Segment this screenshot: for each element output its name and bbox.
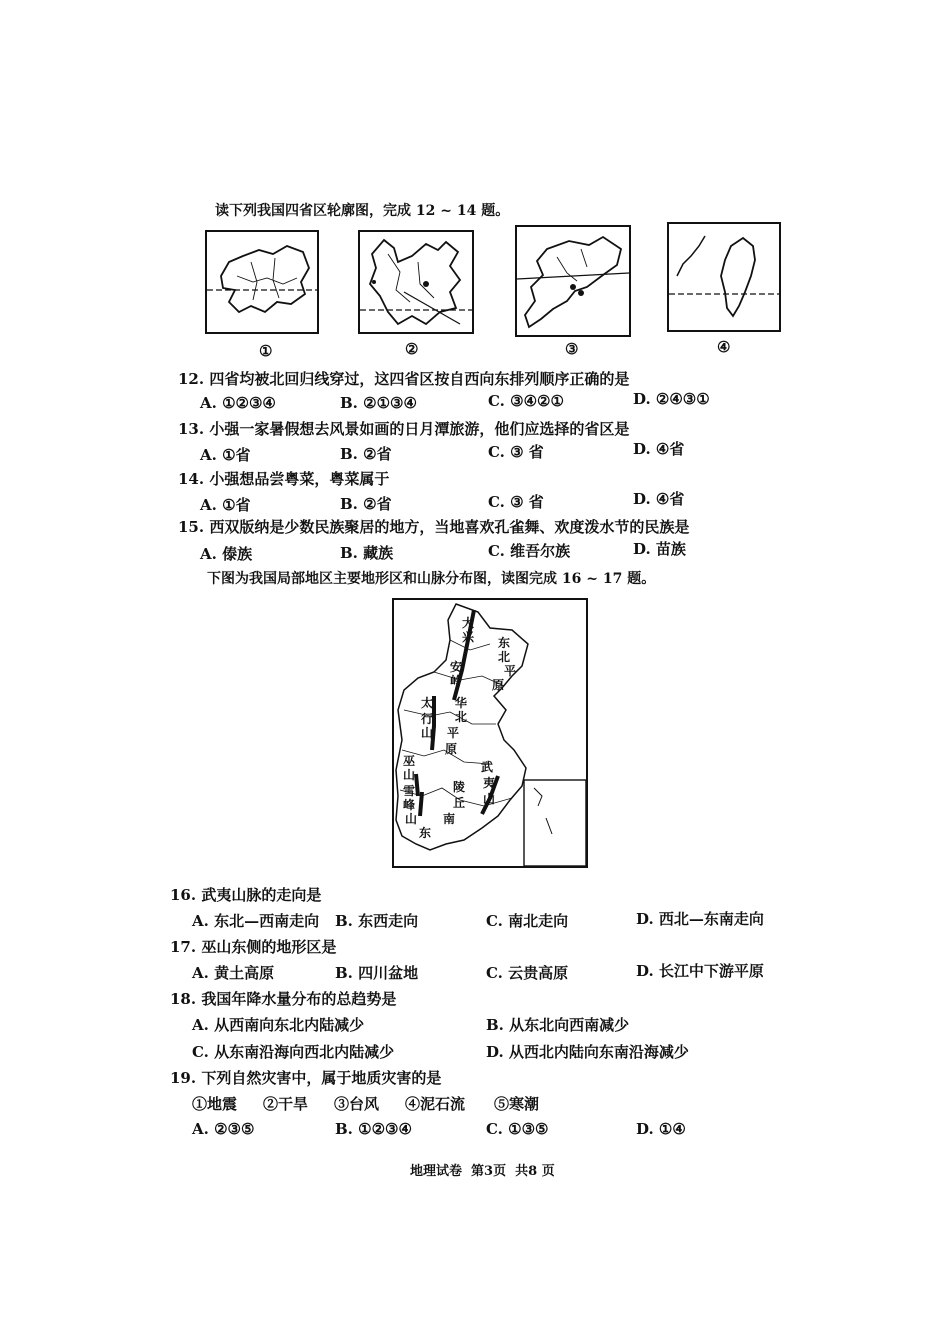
q19-item-5: ⑤寒潮 [494,1095,540,1113]
q19-item-2: ②干旱 [263,1095,309,1113]
q14-option-d: D. ④省 [633,490,685,508]
map-label-1: ① [259,342,273,360]
label-huabei-2: 北 [454,710,467,724]
q12-option-c: C. ③④②① [488,392,564,410]
label-huabei-1: 华 [454,696,467,710]
label-wu-1: 巫 [402,754,415,768]
q13-option-d: D. ④省 [633,440,685,458]
q14-option-b: B. ②省 [340,495,392,513]
question-14: 14. 小强想品尝粤菜，粤菜属于 [178,470,390,488]
label-xuefeng-2: 峰 [402,798,415,812]
question-15: 15. 西双版纳是少数民族聚居的地方，当地喜欢孔雀舞、欢度泼水节的民族是 [178,518,690,536]
q15-option-c: C. 维吾尔族 [488,542,571,560]
q19-item-4: ④泥石流 [405,1095,466,1113]
label-daxing-1: 大 [461,616,474,630]
label-dongbei-4: 原 [491,678,504,692]
label-xuefeng-1: 雪 [402,784,415,798]
q17-option-a: A. 黄土高原 [192,964,275,982]
province-map-taiwan [667,222,781,332]
intro-16-17: 下图为我国局部地区主要地形区和山脉分布图，读图完成 16 ~ 17 题。 [207,571,656,587]
q13-option-b: B. ②省 [340,445,392,463]
label-taihang-1: 太 [420,696,433,710]
label-dong: 东 [418,826,431,840]
label-huabei-3: 平 [446,726,459,740]
q18-option-b: B. 从东北向西南减少 [486,1016,630,1034]
province-map-guangxi [205,230,319,334]
label-nan: 南 [442,812,455,826]
question-16: 16. 武夷山脉的走向是 [170,886,322,904]
q16-option-c: C. 南北走向 [486,912,569,930]
q15-option-b: B. 藏族 [340,544,394,562]
relief-map [392,598,588,868]
question-17: 17. 巫山东侧的地形区是 [170,938,337,956]
label-wuyi-1: 武 [480,760,493,774]
q14-option-a: A. ①省 [200,496,251,514]
q17-option-c: C. 云贵高原 [486,964,569,982]
q19-option-b: B. ①②③④ [335,1120,412,1138]
q16-option-b: B. 东西走向 [335,912,419,930]
label-anling-2: 岭 [449,674,462,688]
question-13: 13. 小强一家暑假想去风景如画的日月潭旅游，他们应选择的省区是 [178,420,630,438]
q18-option-c: C. 从东南沿海向西北内陆减少 [192,1043,395,1061]
label-daxing-2: 兴 [461,630,474,644]
q19-item-1: ①地震 [192,1095,238,1113]
q16-option-d: D. 西北—东南走向 [636,910,764,928]
q19-option-d: D. ①④ [636,1120,686,1138]
q16-option-a: A. 东北—西南走向 [192,912,320,930]
q15-option-a: A. 傣族 [200,545,253,563]
q19-option-a: A. ②③⑤ [192,1120,255,1138]
q12-option-d: D. ②④③① [633,390,710,408]
label-wu-2: 山 [402,768,415,782]
q19-option-c: C. ①③⑤ [486,1120,549,1138]
label-taihang-2: 行 [420,712,433,726]
label-xuefeng-3: 山 [404,812,417,826]
question-19: 19. 下列自然灾害中，属于地质灾害的是 [170,1069,442,1087]
label-dongbei-3: 平 [503,664,516,678]
question-18: 18. 我国年降水量分布的总趋势是 [170,990,397,1008]
label-dongbei-2: 北 [497,650,510,664]
q19-item-3: ③台风 [334,1095,380,1113]
map-label-4: ④ [717,338,731,356]
q18-option-d: D. 从西北内陆向东南沿海减少 [486,1043,689,1061]
q12-option-b: B. ②①③④ [340,394,417,412]
label-wuyi-2: 夷 [482,776,495,790]
q17-option-d: D. 长江中下游平原 [636,962,764,980]
label-huabei-4: 原 [444,742,457,756]
label-anling-1: 安 [449,660,462,674]
q13-option-a: A. ①省 [200,446,251,464]
province-map-yunnan [358,230,474,334]
q17-option-b: B. 四川盆地 [335,964,419,982]
map-label-2: ② [405,340,419,358]
province-map-guangdong [515,225,631,337]
label-dongbei-1: 东 [497,636,510,650]
question-12: 12. 四省均被北回归线穿过，这四省区按自西向东排列顺序正确的是 [178,370,630,388]
page-footer: 地理试卷 第3页 共8 页 [410,1164,555,1179]
q13-option-c: C. ③ 省 [488,443,544,461]
label-qiu: 丘 [452,796,465,810]
q14-option-c: C. ③ 省 [488,493,544,511]
label-wuyi-3: 山 [482,792,495,806]
label-ling: 陵 [452,780,465,794]
label-taihang-3: 山 [420,726,433,740]
map-label-3: ③ [565,340,579,358]
q18-option-a: A. 从西南向东北内陆减少 [192,1016,365,1034]
q15-option-d: D. 苗族 [633,540,686,558]
q12-option-a: A. ①②③④ [200,394,276,412]
intro-12-14: 读下列我国四省区轮廓图，完成 12 ~ 14 题。 [215,203,510,219]
